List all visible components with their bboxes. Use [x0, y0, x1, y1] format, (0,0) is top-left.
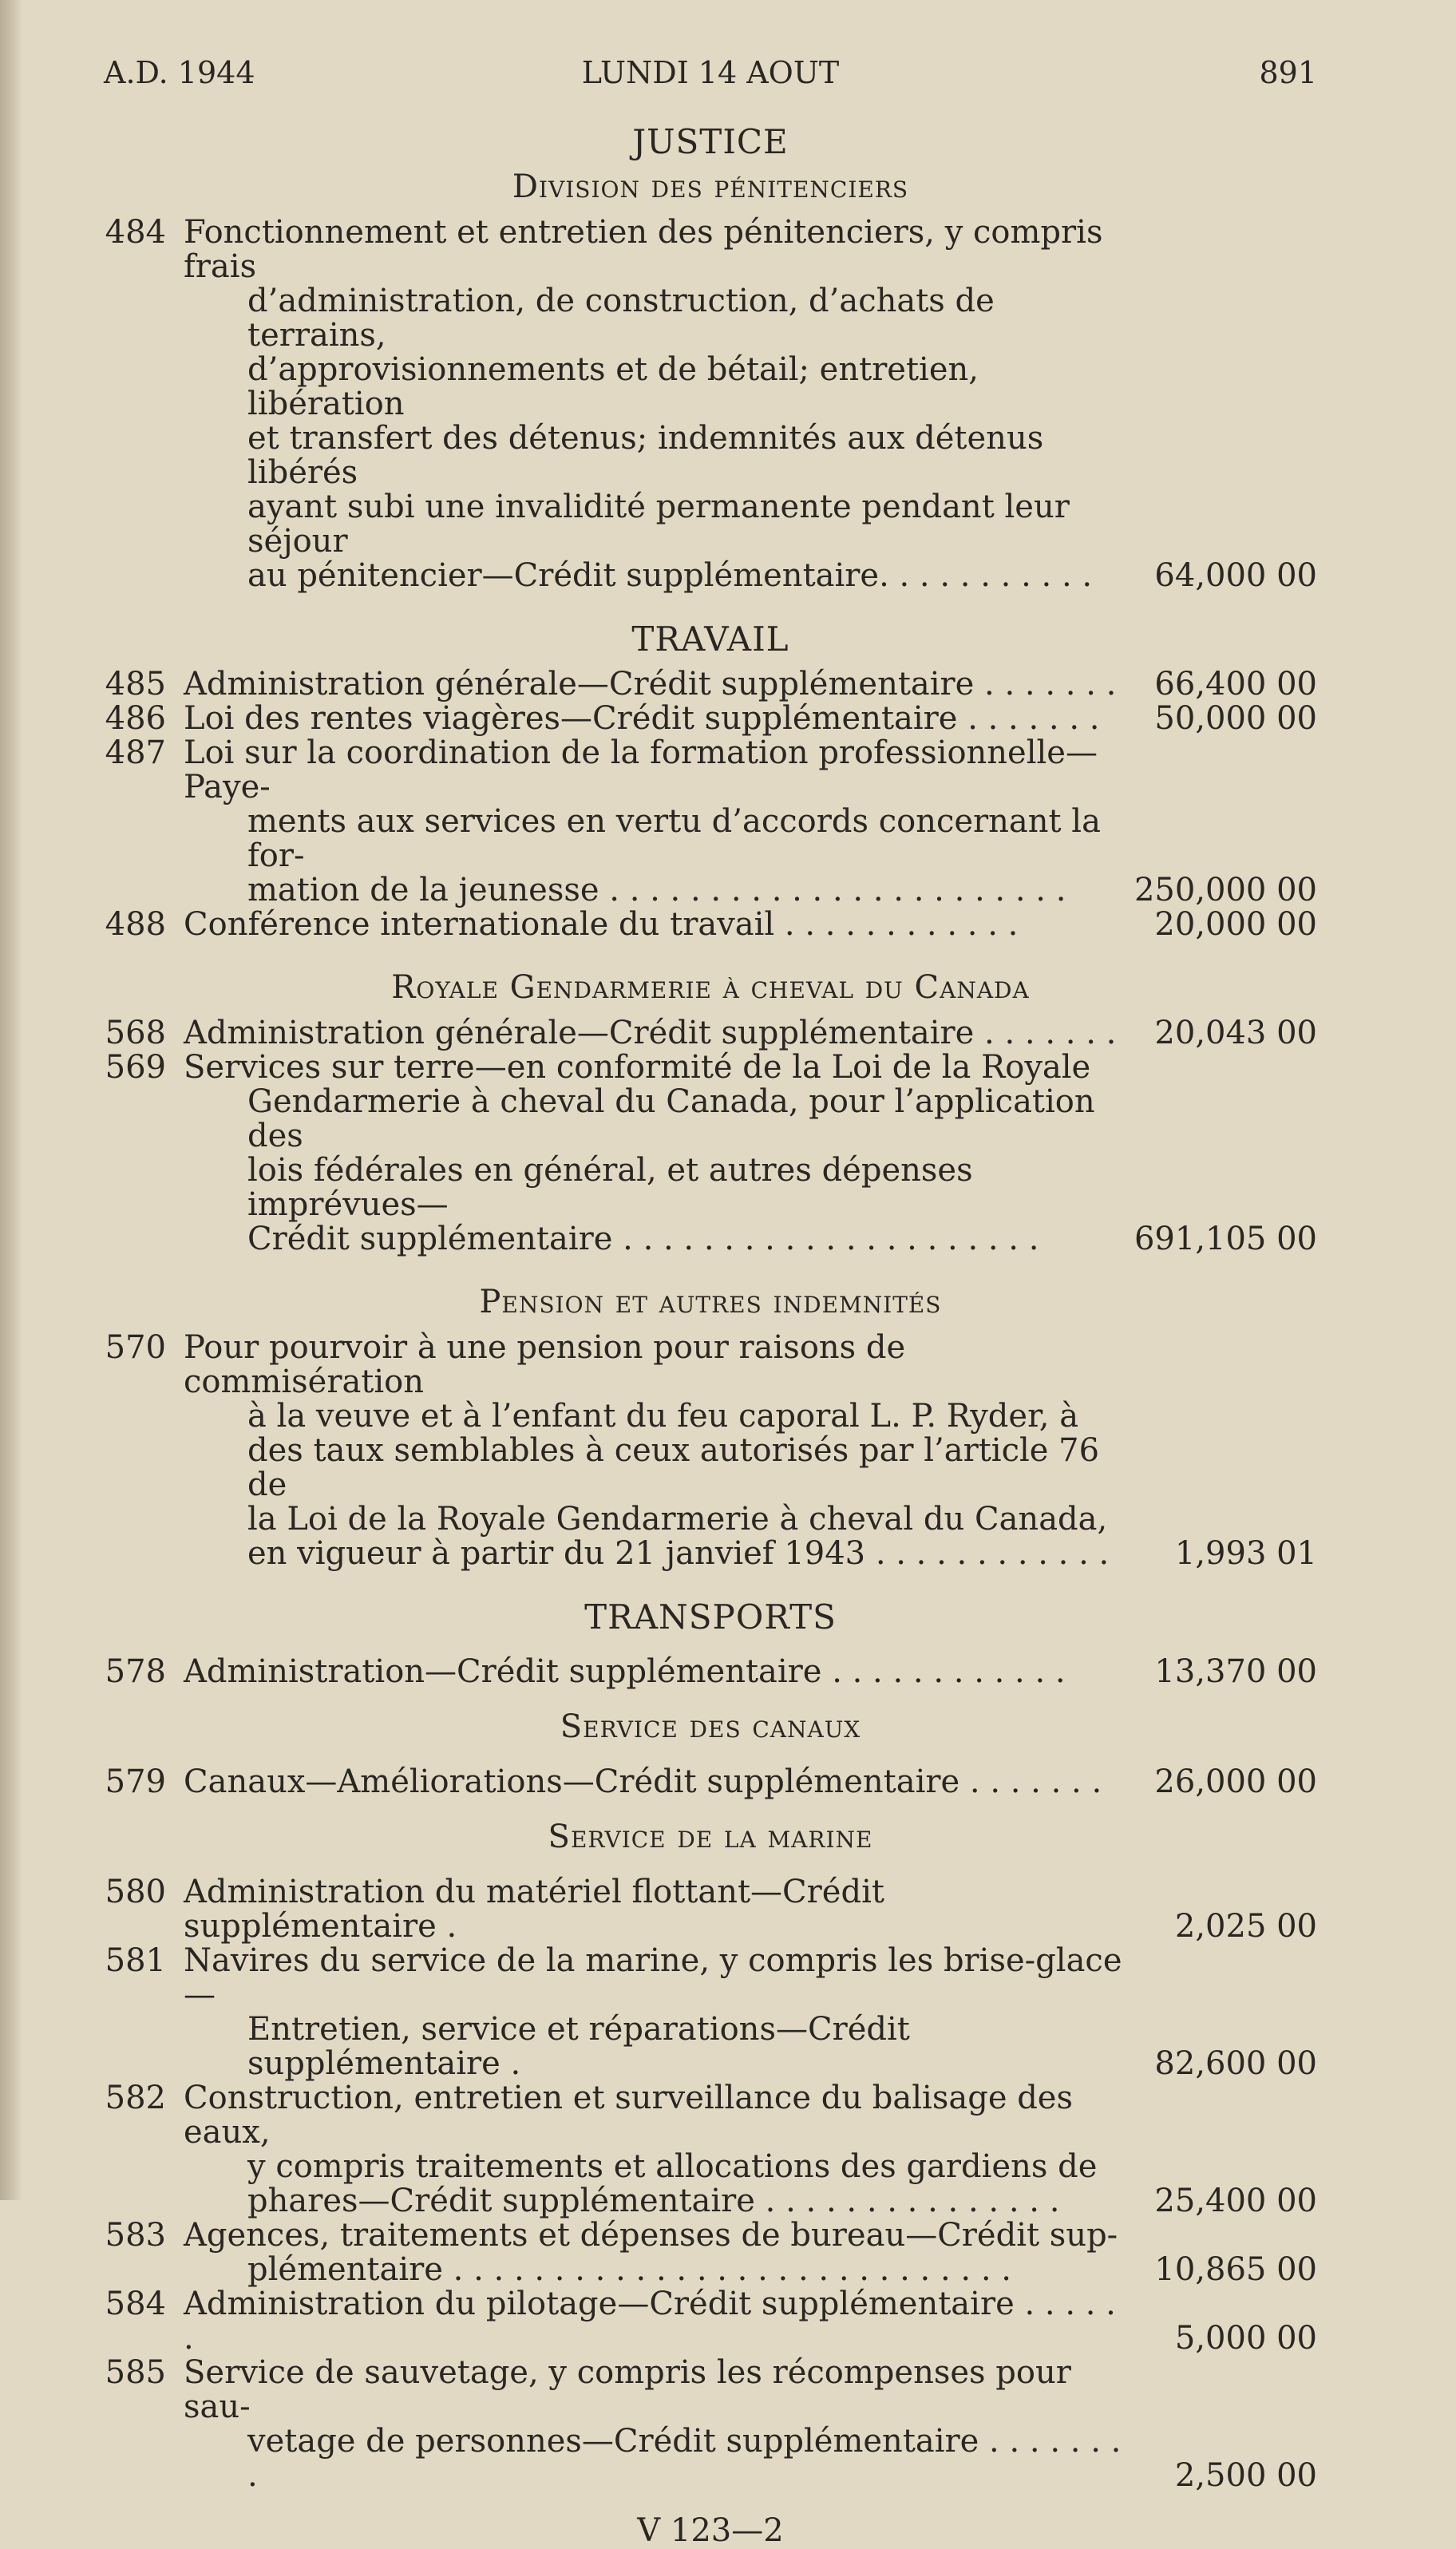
- vote-description-line: des taux semblables à ceux autorisés par l’article 76 de: [247, 1432, 1100, 1503]
- vote-description-line: Gendarmerie à cheval du Canada, pour l’application des: [247, 1083, 1095, 1154]
- vote-entry-584: [104, 2287, 1317, 2356]
- vote-number: 484: [105, 214, 166, 251]
- header-year: A.D. 1944: [104, 55, 255, 90]
- document-page: [104, 55, 1317, 2549]
- vote-amount: 50,000 00: [1154, 700, 1317, 737]
- vote-amount: 13,370 00: [1154, 1653, 1317, 1690]
- vote-description-line: en vigueur à partir du 21 janvief 1943 . . . . . . . . . . . .: [247, 1535, 1110, 1572]
- vote-number: 486: [105, 700, 166, 737]
- vote-description-line: au pénitencier—Crédit supplémentaire. . . . . . . . . . .: [247, 557, 1093, 594]
- vote-entry-568: [104, 1016, 1317, 1051]
- vote-amount: 691,105 00: [1134, 1221, 1317, 1257]
- vote-description-line: Pour pourvoir à une pension pour raisons de commisération: [184, 1329, 906, 1400]
- vote-amount: 10,865 00: [1154, 2251, 1317, 2288]
- section-title-travail: TRAVAIL: [631, 619, 789, 659]
- vote-amount: 66,400 00: [1154, 666, 1317, 703]
- vote-entry-579: [104, 1765, 1317, 1799]
- vote-amount: 2,500 00: [1174, 2457, 1317, 2494]
- vote-entry-582: [104, 2081, 1317, 2219]
- vote-entry-569: [104, 1051, 1317, 1257]
- vote-number: 581: [105, 1942, 166, 1979]
- vote-description-line: Agences, traitements et dépenses de bureau—Crédit sup-: [184, 2217, 1118, 2254]
- vote-description-line: Administration—Crédit supplémentaire . . . . . . . . . . . .: [184, 1653, 1066, 1690]
- subsection-title-gendarmerie: Royale Gendarmerie à cheval du Canada: [391, 969, 1030, 1006]
- vote-entry-583: [104, 2219, 1317, 2287]
- subsection-title-canaux: Service des canaux: [560, 1708, 861, 1745]
- vote-amount: 2,025 00: [1174, 1908, 1317, 1945]
- vote-entry-487: [104, 736, 1317, 908]
- vote-description-line: phares—Crédit supplémentaire . . . . . . . . . . . . . . .: [247, 2183, 1060, 2219]
- vote-amount: 64,000 00: [1154, 557, 1317, 594]
- vote-description-line: Services sur terre—en conformité de la Loi de la Royale: [184, 1049, 1091, 1086]
- page-number: 891: [1259, 55, 1317, 90]
- vote-description-line: Construction, entretien et surveillance du balisage des eaux,: [184, 2080, 1074, 2151]
- vote-description-line: Crédit supplémentaire . . . . . . . . . . . . . . . . . . . . .: [247, 1221, 1039, 1257]
- vote-description-line: Administration du matériel flottant—Crédit supplémentaire .: [184, 1874, 884, 1945]
- vote-description-line: la Loi de la Royale Gendarmerie à cheval du Canada,: [247, 1501, 1108, 1538]
- vote-description-line: Loi sur la coordination de la formation professionnelle—Paye-: [184, 734, 1098, 805]
- vote-number: 580: [105, 1874, 166, 1910]
- page-binding-edge: [0, 0, 22, 2200]
- vote-number: 578: [105, 1653, 166, 1690]
- vote-number: 569: [105, 1049, 166, 1086]
- vote-amount: 5,000 00: [1174, 2320, 1317, 2357]
- vote-entry-488: [104, 908, 1317, 942]
- vote-description-line: et transfert des détenus; indemnités aux détenus libérés: [247, 420, 1044, 491]
- subsection-title-pension: Pension et autres indemnités: [479, 1284, 942, 1320]
- vote-number: 485: [105, 666, 166, 703]
- vote-amount: 20,000 00: [1154, 906, 1317, 943]
- vote-number: 488: [105, 906, 166, 943]
- vote-number: 568: [105, 1015, 166, 1051]
- vote-number: 570: [105, 1329, 166, 1366]
- vote-entry-486: [104, 702, 1317, 736]
- vote-description-line: plémentaire . . . . . . . . . . . . . . . . . . . . . . . . . . . .: [247, 2251, 1011, 2288]
- vote-amount: 25,400 00: [1154, 2183, 1317, 2219]
- vote-description-line: Conférence internationale du travail . . . . . . . . . . . .: [184, 906, 1019, 943]
- vote-description-line: Administration générale—Crédit supplémentaire . . . . . . .: [184, 666, 1117, 703]
- vote-number: 583: [105, 2217, 166, 2254]
- vote-amount: 20,043 00: [1154, 1015, 1317, 1051]
- vote-number: 579: [105, 1763, 166, 1800]
- vote-description-line: à la veuve et à l’enfant du feu caporal L. P. Ryder, à: [247, 1398, 1079, 1435]
- printer-signature: V 123—2: [637, 2512, 784, 2549]
- vote-entry-580: [104, 1875, 1317, 1944]
- section-title-transports: TRANSPORTS: [584, 1597, 837, 1637]
- vote-entry-585: [104, 2356, 1317, 2493]
- vote-amount: 82,600 00: [1154, 2045, 1317, 2082]
- vote-number: 584: [105, 2286, 166, 2322]
- vote-description-line: vetage de personnes—Crédit supplémentaire . . . . . . . .: [247, 2423, 1122, 2494]
- header-date: LUNDI 14 AOUT: [581, 55, 840, 90]
- vote-amount: 250,000 00: [1134, 872, 1317, 908]
- vote-description-line: Loi des rentes viagères—Crédit supplémentaire . . . . . . .: [184, 700, 1100, 737]
- vote-description-line: ments aux services en vertu d’accords concernant la for-: [247, 803, 1101, 874]
- vote-entry-484: [104, 216, 1317, 593]
- vote-description-line: d’administration, de construction, d’achats de terrains,: [247, 283, 995, 354]
- vote-description-line: Canaux—Améliorations—Crédit supplémentaire . . . . . . .: [184, 1763, 1102, 1800]
- subsection-title-penitenciers: Division des pénitenciers: [512, 168, 909, 205]
- vote-entry-570: [104, 1331, 1317, 1571]
- vote-description-line: mation de la jeunesse . . . . . . . . . . . . . . . . . . . . . . .: [247, 872, 1066, 908]
- vote-number: 585: [105, 2354, 166, 2391]
- vote-description-line: Administration générale—Crédit supplémentaire . . . . . . .: [184, 1015, 1117, 1051]
- vote-entry-578: [104, 1655, 1317, 1689]
- vote-number: 582: [105, 2080, 166, 2116]
- vote-description-line: Fonctionnement et entretien des pénitenciers, y compris frais: [184, 214, 1103, 285]
- vote-description-line: y compris traitements et allocations des gardiens de: [247, 2148, 1098, 2185]
- vote-description-line: Navires du service de la marine, y compris les brise-glace—: [184, 1942, 1122, 2013]
- vote-description-line: d’approvisionnements et de bétail; entretien, libération: [247, 351, 979, 422]
- vote-description-line: Service de sauvetage, y compris les récompenses pour sau-: [184, 2354, 1071, 2425]
- vote-description-line: Entretien, service et réparations—Crédit supplémentaire .: [247, 2011, 910, 2082]
- vote-description-line: ayant subi une invalidité permanente pendant leur séjour: [247, 489, 1070, 560]
- vote-description-line: Administration du pilotage—Crédit supplémentaire . . . . . .: [184, 2286, 1116, 2357]
- section-title-justice: JUSTICE: [632, 122, 789, 161]
- subsection-title-marine: Service de la marine: [548, 1819, 873, 1855]
- vote-description-line: lois fédérales en général, et autres dépenses imprévues—: [247, 1152, 973, 1223]
- vote-entry-581: [104, 1944, 1317, 2081]
- vote-amount: 1,993 01: [1174, 1535, 1317, 1572]
- running-head: [104, 56, 1317, 104]
- vote-number: 487: [105, 734, 166, 771]
- vote-amount: 26,000 00: [1154, 1763, 1317, 1800]
- vote-entry-485: [104, 667, 1317, 702]
